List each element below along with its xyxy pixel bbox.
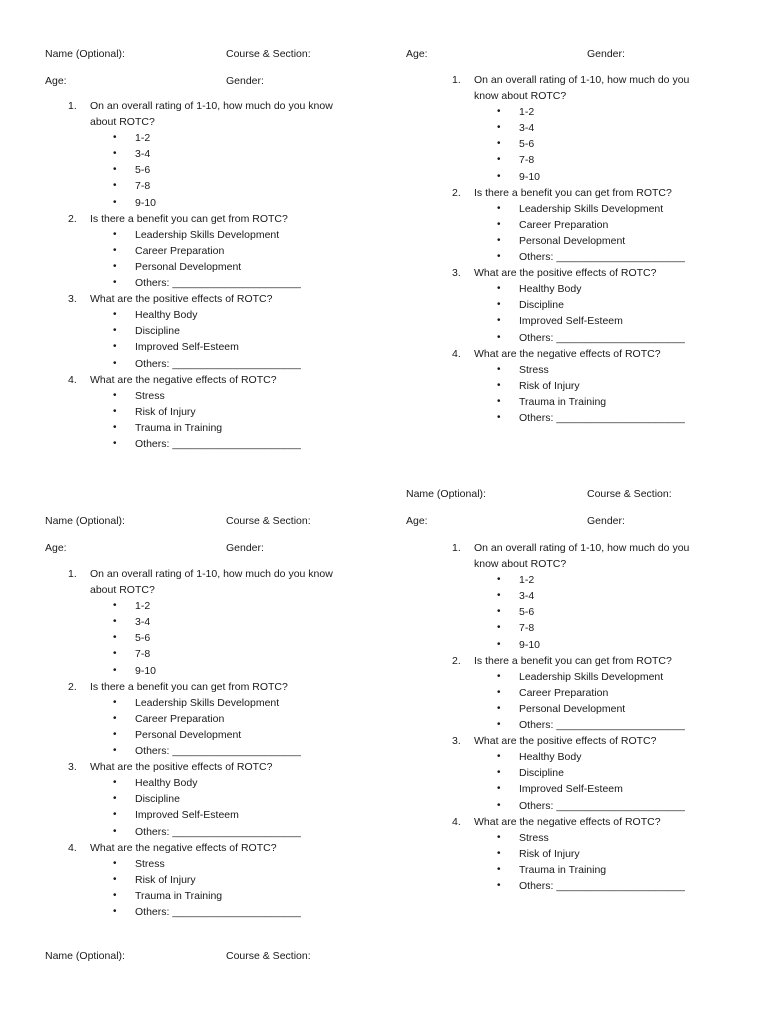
bullet-icon: • (497, 234, 501, 246)
question-4 (45, 840, 355, 856)
bullet-icon: • (113, 905, 117, 917)
answer-option (429, 669, 709, 685)
answer-option (429, 169, 709, 185)
bullet-icon: • (497, 847, 501, 859)
question-text: What are the negative effects of ROTC? (90, 841, 277, 854)
bullet-icon: • (113, 712, 117, 724)
answer-option (429, 313, 709, 329)
option-label: 9-10 (135, 664, 157, 677)
bullet-icon: • (113, 889, 117, 901)
question-text: Is there a benefit you can get from ROTC? (474, 186, 672, 199)
option-label: Discipline (135, 325, 180, 338)
answer-option (429, 362, 709, 378)
survey-block-top-right (429, 72, 709, 426)
answer-option (429, 378, 709, 394)
bullet-icon: • (497, 622, 501, 634)
option-label: Stress (135, 857, 165, 870)
bullet-icon: • (113, 132, 117, 144)
bullet-icon: • (497, 590, 501, 602)
option-label: Others: ______________________ (519, 251, 685, 264)
answer-option (45, 614, 355, 630)
bullet-icon: • (113, 389, 117, 401)
bullet-icon: • (113, 777, 117, 789)
name-label: Name (Optional): (45, 48, 125, 60)
question-number: 1. (452, 542, 461, 554)
bullet-icon: • (113, 873, 117, 885)
bullet-icon: • (113, 325, 117, 337)
option-label: Healthy Body (519, 283, 582, 296)
option-label: 3-4 (135, 616, 151, 629)
question-1 (429, 72, 709, 104)
answer-option (45, 420, 355, 436)
age-label: Age: (406, 515, 428, 527)
option-label: 7-8 (519, 622, 535, 635)
option-label: Leadership Skills Development (519, 202, 664, 215)
answer-option (45, 130, 355, 146)
answer-option (429, 394, 709, 410)
option-label: Discipline (135, 793, 180, 806)
option-label: 1-2 (135, 132, 151, 145)
question-1 (429, 540, 709, 572)
question-text: What are the negative effects of ROTC? (474, 347, 661, 360)
question-2 (45, 211, 355, 227)
answer-option (45, 727, 355, 743)
bullet-icon: • (113, 825, 117, 837)
question-3 (429, 265, 709, 281)
bullet-icon: • (497, 702, 501, 714)
gender-label: Gender: (587, 515, 625, 527)
option-label: Others: ______________________ (135, 825, 301, 838)
answer-option (45, 791, 355, 807)
answer-option (45, 243, 355, 259)
question-number: 2. (452, 186, 461, 199)
option-label: Career Preparation (135, 712, 225, 725)
option-label: Healthy Body (135, 309, 198, 322)
question-text: On an overall rating of 1-10, how much do you know about ROTC? (90, 568, 333, 597)
question-number: 2. (452, 654, 461, 667)
option-label: Personal Development (519, 234, 626, 247)
bullet-icon: • (113, 728, 117, 740)
option-label: 1-2 (519, 574, 535, 587)
option-label: 9-10 (519, 638, 541, 651)
option-label: Others: ______________________ (519, 719, 685, 732)
answer-option (429, 717, 709, 733)
answer-option (45, 646, 355, 662)
bullet-icon: • (497, 767, 501, 779)
question-text: What are the positive effects of ROTC? (474, 267, 657, 280)
bullet-icon: • (497, 670, 501, 682)
answer-option (429, 604, 709, 620)
answer-option (429, 136, 709, 152)
question-text: Is there a benefit you can get from ROTC? (474, 654, 672, 667)
option-label: 9-10 (519, 170, 541, 183)
answer-option (45, 436, 355, 452)
answer-option (429, 862, 709, 878)
answer-option (429, 410, 709, 426)
question-number: 4. (452, 347, 461, 360)
answer-option (429, 781, 709, 797)
question-text: Is there a benefit you can get from ROTC? (90, 212, 288, 225)
bullet-icon: • (497, 574, 501, 586)
answer-option (45, 807, 355, 823)
name-label: Name (Optional): (406, 488, 486, 500)
bullet-icon: • (497, 138, 501, 150)
survey-block-top-left (45, 98, 355, 452)
answer-option (429, 701, 709, 717)
name-label: Name (Optional): (45, 515, 125, 527)
question-number: 2. (68, 212, 77, 225)
bullet-icon: • (113, 696, 117, 708)
bullet-icon: • (497, 879, 501, 891)
option-label: Personal Development (135, 260, 242, 273)
bullet-icon: • (497, 863, 501, 875)
answer-option (45, 339, 355, 355)
option-label: Trauma in Training (519, 863, 607, 876)
question-number: 3. (452, 735, 461, 748)
option-label: Personal Development (135, 728, 242, 741)
option-label: Trauma in Training (135, 889, 223, 902)
answer-option (429, 637, 709, 653)
option-label: 5-6 (135, 632, 151, 645)
option-label: Improved Self-Esteem (519, 315, 623, 328)
option-label: 5-6 (519, 138, 535, 151)
option-label: Others: ______________________ (135, 437, 301, 450)
option-label: Others: ______________________ (519, 879, 685, 892)
answer-option (429, 749, 709, 765)
answer-option (429, 120, 709, 136)
bullet-icon: • (113, 357, 117, 369)
option-label: 7-8 (135, 648, 151, 661)
option-label: Leadership Skills Development (519, 670, 664, 683)
gender-label: Gender: (587, 48, 625, 60)
answer-option (429, 233, 709, 249)
answer-option (45, 663, 355, 679)
bullet-icon: • (497, 283, 501, 295)
bullet-icon: • (113, 437, 117, 449)
answer-option (45, 227, 355, 243)
option-label: 1-2 (135, 600, 151, 613)
bullet-icon: • (113, 196, 117, 208)
question-2 (429, 185, 709, 201)
answer-option (429, 620, 709, 636)
bullet-icon: • (497, 686, 501, 698)
option-label: Stress (519, 363, 549, 376)
answer-option (45, 888, 355, 904)
gender-label: Gender: (226, 75, 264, 87)
answer-option (429, 878, 709, 894)
option-label: Risk of Injury (519, 847, 580, 860)
bullet-icon: • (113, 632, 117, 644)
bullet-icon: • (113, 664, 117, 676)
option-label: Risk of Injury (135, 873, 196, 886)
answer-option (429, 201, 709, 217)
question-text: What are the positive effects of ROTC? (90, 761, 273, 774)
bullet-icon: • (113, 793, 117, 805)
option-label: 5-6 (135, 164, 151, 177)
option-label: 1-2 (519, 106, 535, 119)
question-3 (45, 759, 355, 775)
question-number: 1. (68, 568, 77, 580)
answer-option (45, 162, 355, 178)
bullet-icon: • (113, 341, 117, 353)
bullet-icon: • (497, 170, 501, 182)
answer-option (429, 217, 709, 233)
answer-option (45, 872, 355, 888)
option-label: Stress (135, 389, 165, 402)
bullet-icon: • (113, 180, 117, 192)
option-label: Improved Self-Esteem (135, 809, 239, 822)
bullet-icon: • (113, 857, 117, 869)
answer-option (429, 588, 709, 604)
bullet-icon: • (497, 606, 501, 618)
answer-option (429, 297, 709, 313)
survey-block-bottom-right (429, 540, 709, 894)
question-number: 3. (452, 267, 461, 280)
option-label: 5-6 (519, 606, 535, 619)
bullet-icon: • (497, 363, 501, 375)
age-label: Age: (45, 542, 67, 554)
survey-block-bottom-left (45, 566, 355, 920)
answer-option (45, 323, 355, 339)
answer-option (45, 824, 355, 840)
answer-option (45, 307, 355, 323)
answer-option (429, 830, 709, 846)
bullet-icon: • (497, 315, 501, 327)
bullet-icon: • (497, 106, 501, 118)
bullet-icon: • (113, 309, 117, 321)
bullet-icon: • (497, 395, 501, 407)
bullet-icon: • (497, 638, 501, 650)
option-label: Stress (519, 831, 549, 844)
bullet-icon: • (113, 648, 117, 660)
bullet-icon: • (113, 148, 117, 160)
question-4 (429, 346, 709, 362)
option-label: Others: ______________________ (135, 745, 301, 758)
question-text: What are the positive effects of ROTC? (474, 735, 657, 748)
option-label: Others: ______________________ (519, 331, 685, 344)
bullet-icon: • (497, 411, 501, 423)
answer-option (429, 798, 709, 814)
option-label: Improved Self-Esteem (519, 783, 623, 796)
answer-option (45, 598, 355, 614)
age-label: Age: (45, 75, 67, 87)
question-4 (45, 372, 355, 388)
course-section-label: Course & Section: (587, 488, 672, 500)
course-section-label: Course & Section: (226, 950, 311, 962)
question-1 (45, 98, 355, 130)
bullet-icon: • (113, 616, 117, 628)
option-label: 7-8 (519, 154, 535, 167)
bullet-icon: • (113, 600, 117, 612)
option-label: Trauma in Training (135, 421, 223, 434)
question-2 (45, 679, 355, 695)
bullet-icon: • (113, 260, 117, 272)
course-section-label: Course & Section: (226, 48, 311, 60)
bullet-icon: • (113, 277, 117, 289)
answer-option (429, 104, 709, 120)
bullet-icon: • (497, 154, 501, 166)
gender-label: Gender: (226, 542, 264, 554)
answer-option (429, 330, 709, 346)
option-label: Discipline (519, 767, 564, 780)
answer-option (45, 259, 355, 275)
option-label: Others: ______________________ (135, 905, 301, 918)
bullet-icon: • (113, 745, 117, 757)
option-label: Trauma in Training (519, 395, 607, 408)
bullet-icon: • (497, 719, 501, 731)
option-label: Leadership Skills Development (135, 228, 280, 241)
option-label: Discipline (519, 299, 564, 312)
option-label: Others: ______________________ (135, 277, 301, 290)
question-4 (429, 814, 709, 830)
question-text: What are the positive effects of ROTC? (90, 293, 273, 306)
question-3 (429, 733, 709, 749)
option-label: 3-4 (135, 148, 151, 161)
answer-option (45, 711, 355, 727)
question-text: On an overall rating of 1-10, how much do you know about ROTC? (474, 542, 690, 571)
answer-option (45, 404, 355, 420)
course-section-label: Course & Section: (226, 515, 311, 527)
question-number: 1. (452, 74, 461, 86)
answer-option (45, 904, 355, 920)
option-label: 7-8 (135, 180, 151, 193)
question-text: On an overall rating of 1-10, how much do you know about ROTC? (90, 100, 333, 129)
bullet-icon: • (497, 831, 501, 843)
bullet-icon: • (113, 164, 117, 176)
option-label: Career Preparation (519, 218, 609, 231)
bullet-icon: • (113, 809, 117, 821)
answer-option (45, 388, 355, 404)
option-label: Leadership Skills Development (135, 696, 280, 709)
option-label: 9-10 (135, 196, 157, 209)
answer-option (45, 195, 355, 211)
question-number: 2. (68, 680, 77, 693)
bullet-icon: • (497, 122, 501, 134)
question-2 (429, 653, 709, 669)
option-label: Personal Development (519, 702, 626, 715)
option-label: 3-4 (519, 122, 535, 135)
question-1 (45, 566, 355, 598)
answer-option (429, 572, 709, 588)
question-number: 1. (68, 100, 77, 112)
question-text: What are the negative effects of ROTC? (474, 815, 661, 828)
option-label: Career Preparation (519, 686, 609, 699)
question-number: 4. (68, 841, 77, 854)
name-label: Name (Optional): (45, 950, 125, 962)
bullet-icon: • (113, 244, 117, 256)
option-label: Risk of Injury (135, 405, 196, 418)
option-label: Improved Self-Esteem (135, 341, 239, 354)
question-number: 3. (68, 293, 77, 306)
bullet-icon: • (497, 299, 501, 311)
option-label: Others: ______________________ (519, 799, 685, 812)
answer-option (429, 846, 709, 862)
answer-option (429, 685, 709, 701)
question-number: 4. (452, 815, 461, 828)
answer-option (45, 178, 355, 194)
question-text: What are the negative effects of ROTC? (90, 373, 277, 386)
answer-option (429, 765, 709, 781)
answer-option (429, 249, 709, 265)
answer-option (45, 275, 355, 291)
bullet-icon: • (497, 251, 501, 263)
question-text: On an overall rating of 1-10, how much do you know about ROTC? (474, 74, 690, 103)
bullet-icon: • (113, 421, 117, 433)
option-label: Healthy Body (135, 777, 198, 790)
bullet-icon: • (497, 218, 501, 230)
bullet-icon: • (113, 405, 117, 417)
bullet-icon: • (497, 379, 501, 391)
option-label: Risk of Injury (519, 379, 580, 392)
answer-option (429, 281, 709, 297)
bullet-icon: • (497, 331, 501, 343)
question-3 (45, 291, 355, 307)
answer-option (45, 775, 355, 791)
answer-option (45, 146, 355, 162)
option-label: 3-4 (519, 590, 535, 603)
bullet-icon: • (497, 202, 501, 214)
answer-option (45, 856, 355, 872)
question-number: 4. (68, 373, 77, 386)
answer-option (429, 152, 709, 168)
answer-option (45, 356, 355, 372)
question-text: Is there a benefit you can get from ROTC? (90, 680, 288, 693)
option-label: Others: ______________________ (135, 357, 301, 370)
answer-option (45, 695, 355, 711)
answer-option (45, 743, 355, 759)
bullet-icon: • (497, 799, 501, 811)
bullet-icon: • (497, 783, 501, 795)
answer-option (45, 630, 355, 646)
age-label: Age: (406, 48, 428, 60)
option-label: Career Preparation (135, 244, 225, 257)
question-number: 3. (68, 761, 77, 774)
bullet-icon: • (497, 751, 501, 763)
bullet-icon: • (113, 228, 117, 240)
option-label: Others: ______________________ (519, 411, 685, 424)
option-label: Healthy Body (519, 751, 582, 764)
